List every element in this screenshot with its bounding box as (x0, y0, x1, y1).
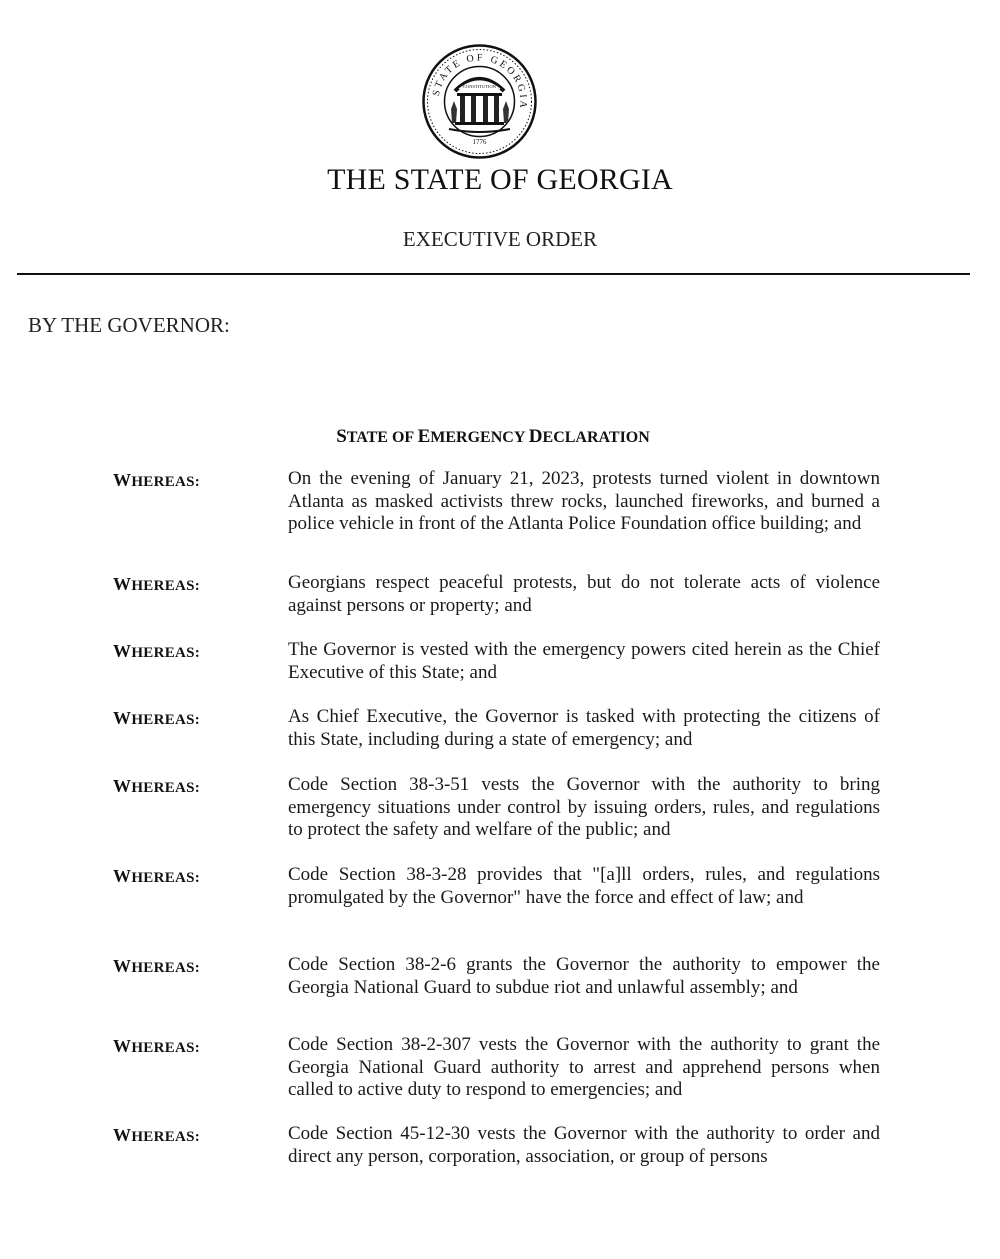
seal-ring-text: STATE OF GEORGIA (430, 52, 529, 111)
whereas-clause-text: Code Section 38-2-307 vests the Governor with the authority to grant the Georgia National Guard authority to arrest and apprehend persons when called to active duty to respond to emergencies; and (288, 1034, 880, 1100)
whereas-label: WHEREAS: (113, 1125, 201, 1145)
whereas-label: WHEREAS: (113, 470, 201, 490)
whereas-clause-text: Code Section 38-3-51 vests the Governor with the authority to bring emergency situations under control by issuing orders, rules, and regulations to protect the safety and welfare of the public; and (288, 774, 880, 840)
declaration-heading: STATE OF EMERGENCY DECLARATION (336, 426, 650, 447)
whereas-label: WHEREAS: (113, 574, 201, 594)
whereas-clause-text: The Governor is vested with the emergency powers cited herein as the Chief Executive of this State; and (288, 639, 880, 683)
seal-year: 1776 (472, 138, 487, 146)
document-title: THE STATE OF GEORGIA (327, 163, 673, 196)
whereas-clause-text: Code Section 38-3-28 provides that "[a]ll orders, rules, and regulations promulgated by the Governor" have the force and effect of law; and (288, 864, 880, 908)
whereas-clause-text: Code Section 45-12-30 vests the Governor with the authority to order and direct any person, corporation, association, or group of persons (288, 1123, 880, 1167)
whereas-label: WHEREAS: (113, 956, 201, 976)
state-seal-icon (421, 43, 538, 160)
whereas-label: WHEREAS: (113, 708, 201, 728)
by-governor-line: BY THE GOVERNOR: (28, 313, 230, 337)
whereas-label: WHEREAS: (113, 776, 201, 796)
whereas-label: WHEREAS: (113, 1036, 201, 1056)
whereas-label: WHEREAS: (113, 641, 201, 661)
whereas-clause-text: Code Section 38-2-6 grants the Governor the authority to empower the Georgia National Guard to subdue riot and unlawful assembly; and (288, 954, 880, 998)
whereas-clause-text: As Chief Executive, the Governor is tasked with protecting the citizens of this State, including during a state of emergency; and (288, 706, 880, 750)
header-divider (17, 273, 970, 275)
document-subtitle: EXECUTIVE ORDER (402, 227, 598, 251)
whereas-label: WHEREAS: (113, 866, 201, 886)
whereas-clause-text: On the evening of January 21, 2023, protests turned violent in downtown Atlanta as masked activists threw rocks, launched fireworks, and burned a police vehicle in front of the Atlanta Police Foundation office building; and (288, 468, 880, 534)
seal-banner-text: CONSTITUTION (463, 84, 496, 89)
whereas-clause-text: Georgians respect peaceful protests, but do not tolerate acts of violence against persons or property; and (288, 572, 880, 616)
